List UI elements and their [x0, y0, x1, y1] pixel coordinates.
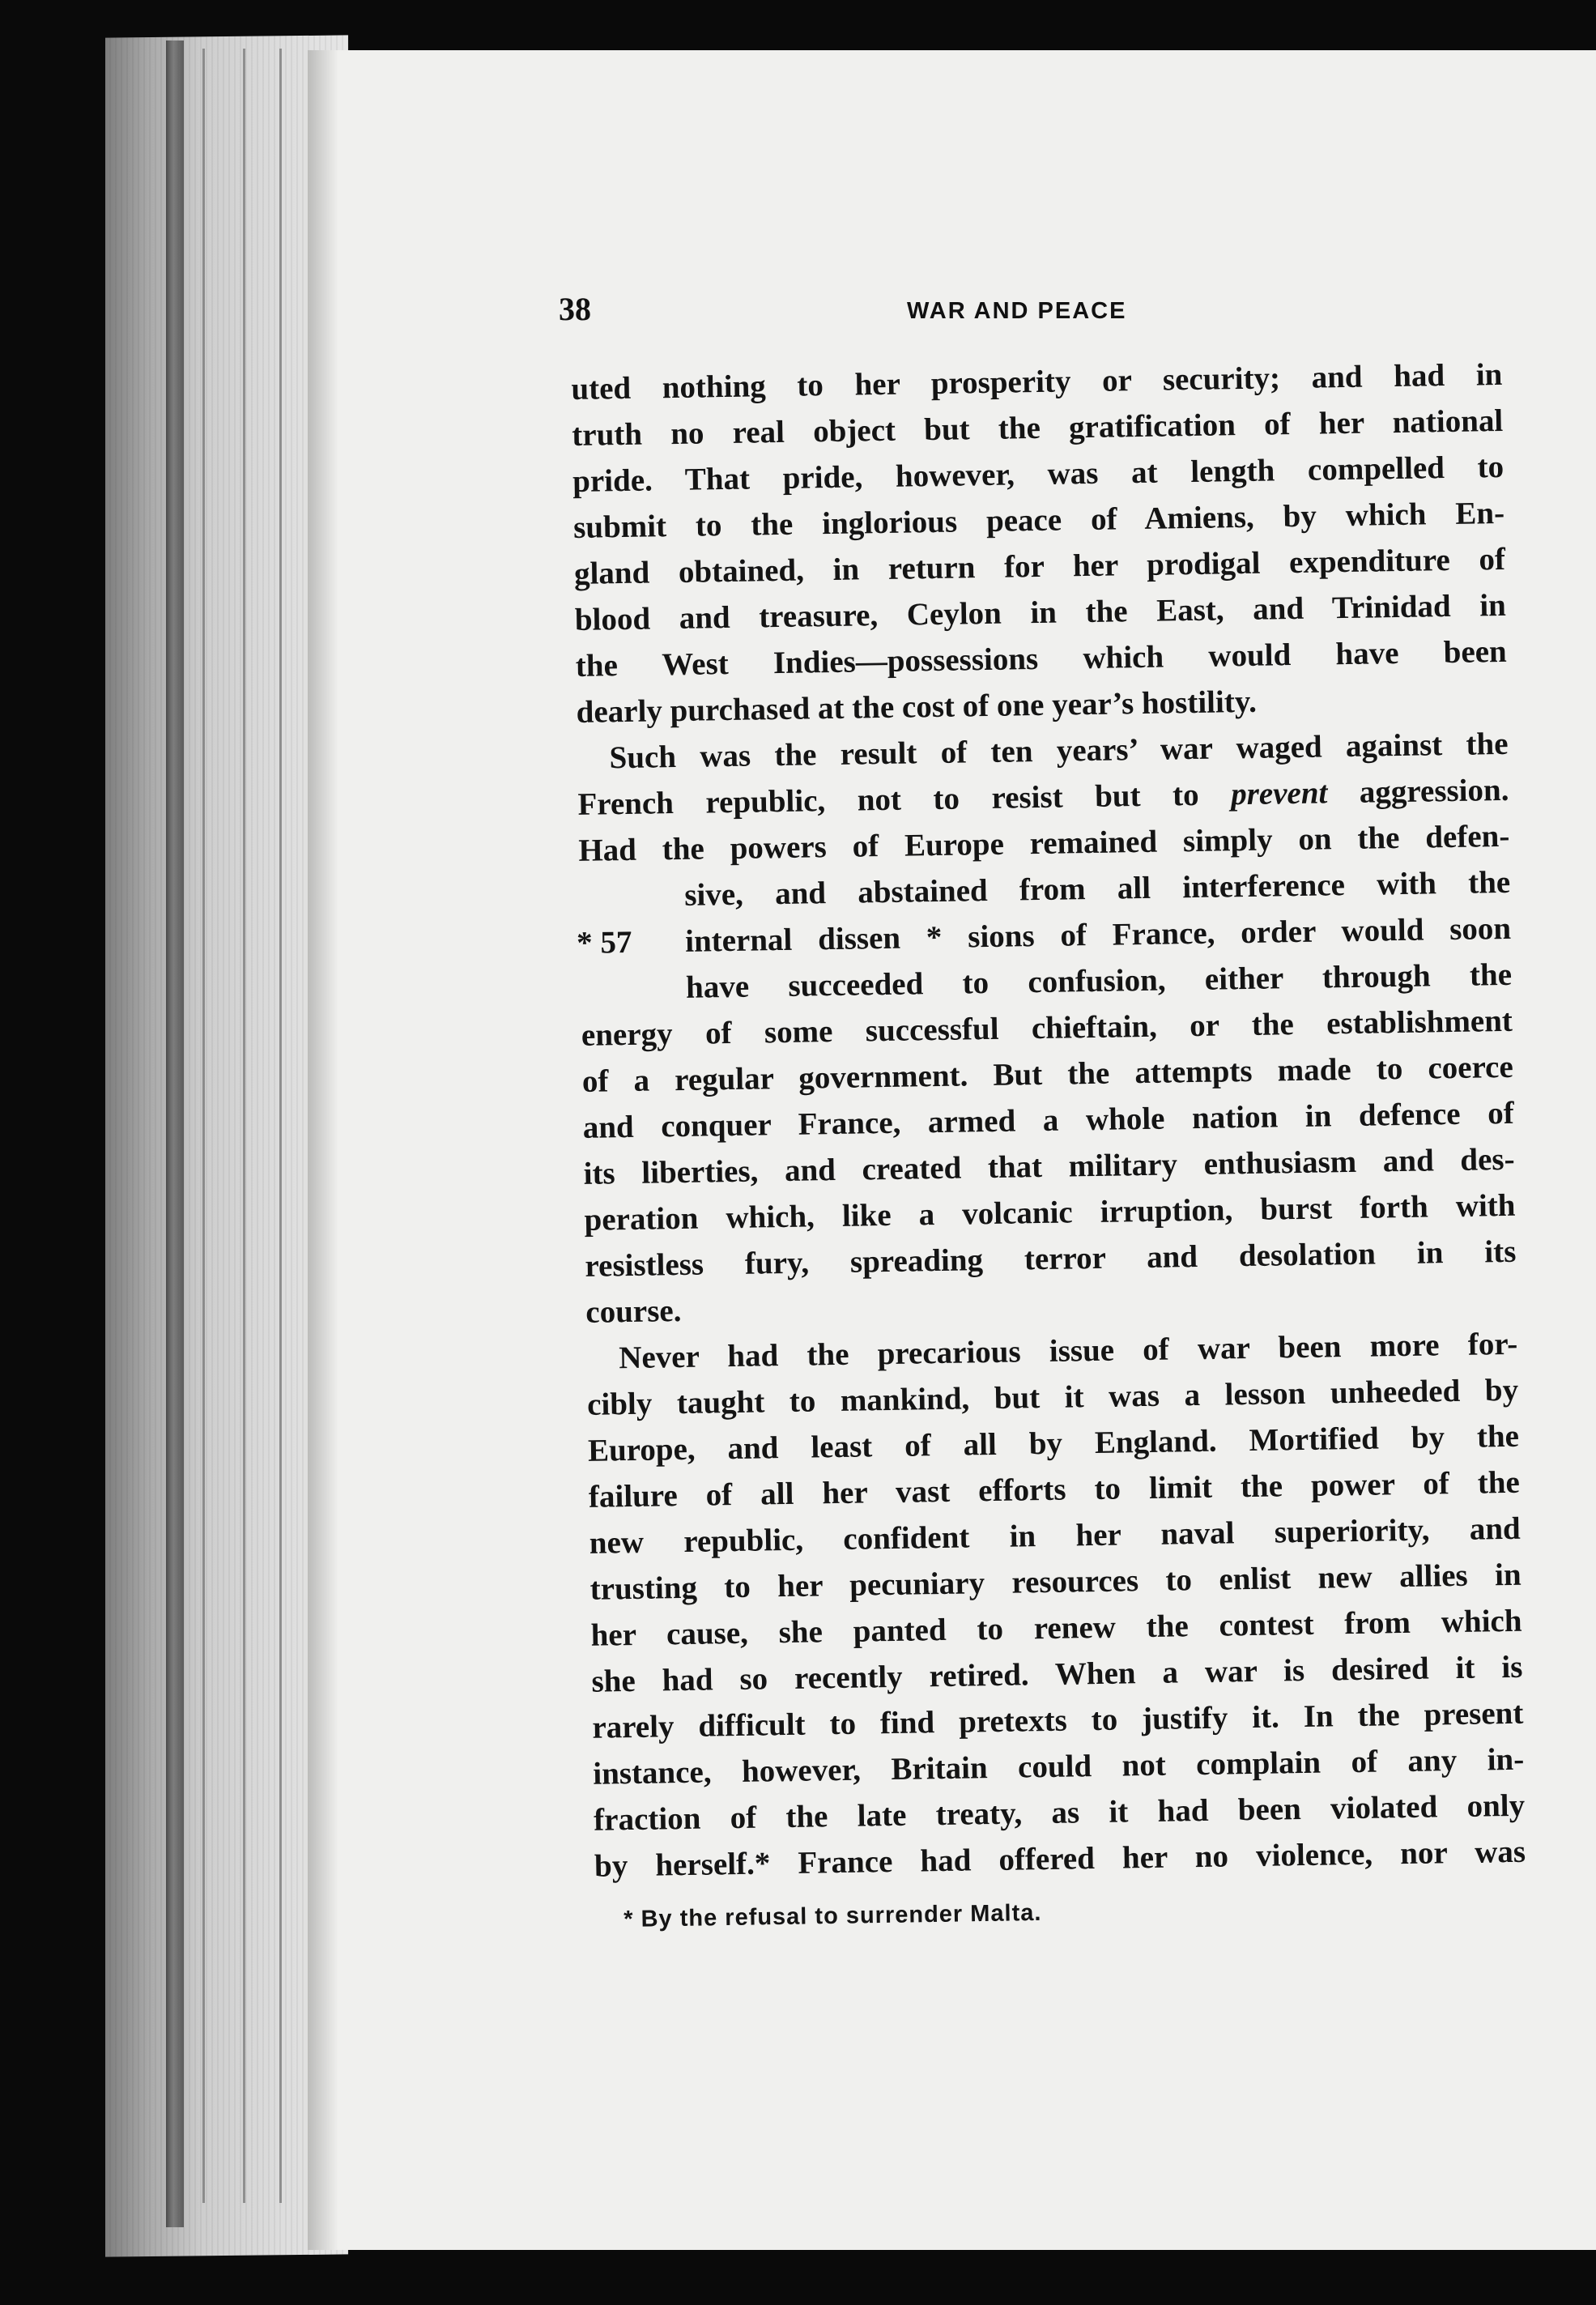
- text-line: have succeeded to confusion, either through the: [685, 957, 1513, 1005]
- text-line: resistless fury, spreading terror and desolation in its: [585, 1233, 1517, 1284]
- text-line: gland obtained, in return for her prodigal expenditure of: [573, 541, 1506, 591]
- running-title: WAR AND PEACE: [907, 298, 1127, 324]
- page-edge-line: [202, 49, 205, 2203]
- page-header: [559, 290, 1514, 330]
- text-line: by herself.* France had offered her no violence, nor was: [594, 1834, 1526, 1884]
- text-line: instance, however, Britain could not complain of any in-: [592, 1741, 1525, 1792]
- text-line: uted nothing to her prosperity or security; and had in: [571, 356, 1503, 407]
- page-edge-line: [243, 49, 245, 2203]
- body-text: [571, 352, 1526, 1890]
- text-line: rarely difficult to find pretexts to justify it. In the present: [592, 1695, 1524, 1745]
- footnote: * By the refusal to surrender Malta.: [624, 1899, 1042, 1932]
- text-line: submit to the inglorious peace of Amiens, by which En-: [572, 495, 1505, 545]
- text-line: new republic, confident in her naval superiority, and: [589, 1510, 1522, 1561]
- paragraph: [571, 352, 1508, 735]
- text-line: Such was the result of ten years’ war waged against the: [609, 726, 1509, 776]
- text-line: energy of some successful chieftain, or the establishment: [581, 1003, 1513, 1053]
- page-edge-shadow: [166, 40, 184, 2227]
- page-edge-line: [279, 49, 282, 2203]
- margin-page-marker: * 57: [576, 924, 632, 961]
- text-span: internal dissen * sions of France, order would soon: [684, 910, 1512, 959]
- paragraph: [586, 1321, 1526, 1890]
- text-line: truth no real object but the gratification of her national: [572, 403, 1504, 453]
- text-line: and conquer France, armed a whole nation in defence of: [582, 1095, 1514, 1145]
- text-line: Had the powers of Europe remained simply on the defen-: [578, 818, 1510, 868]
- gutter-shadow: [308, 50, 338, 2250]
- text-line: Europe, and least of all by England. Mortified by the: [587, 1418, 1520, 1468]
- text-line: fraction of the late treaty, as it had been violated only: [593, 1787, 1526, 1838]
- paragraph: [577, 721, 1517, 1336]
- text-line: Never had the precarious issue of war been more for-: [618, 1326, 1518, 1376]
- text-line: sive, and abstained from all interference with the: [683, 864, 1511, 913]
- text-span: aggression.: [1326, 772, 1509, 811]
- text-line: of a regular government. But the attempts made to coerce: [581, 1049, 1514, 1099]
- text-line: failure of all her vast efforts to limit the power of the: [588, 1464, 1521, 1515]
- text-line: pride. That pride, however, was at length compelled to: [572, 449, 1504, 499]
- text-line: cibly taught to mankind, but it was a lesson unheeded by: [586, 1372, 1519, 1422]
- page-number: 38: [559, 291, 591, 327]
- text-line: trusting to her pecuniary resources to enlist new allies in: [589, 1557, 1522, 1607]
- text-line: the West Indies—possessions which would have been: [575, 633, 1508, 684]
- text-span: French republic, not to resist but to: [577, 777, 1232, 822]
- text-line: dearly purchased at the cost of one year’s hostility.: [576, 684, 1258, 730]
- text-line: her cause, she panted to renew the contest from which: [590, 1603, 1522, 1653]
- text-line: she had so recently retired. When a war is desired it is: [591, 1649, 1523, 1699]
- text-line: course.: [585, 1293, 682, 1330]
- text-line: blood and treasure, Ceylon in the East, and Trinidad in: [574, 587, 1507, 637]
- emphasis-text: prevent: [1230, 775, 1328, 812]
- text-line: its liberties, and created that military enthusiasm and des-: [583, 1141, 1515, 1191]
- text-line: peration which, like a volcanic irruption, burst forth with: [584, 1187, 1516, 1238]
